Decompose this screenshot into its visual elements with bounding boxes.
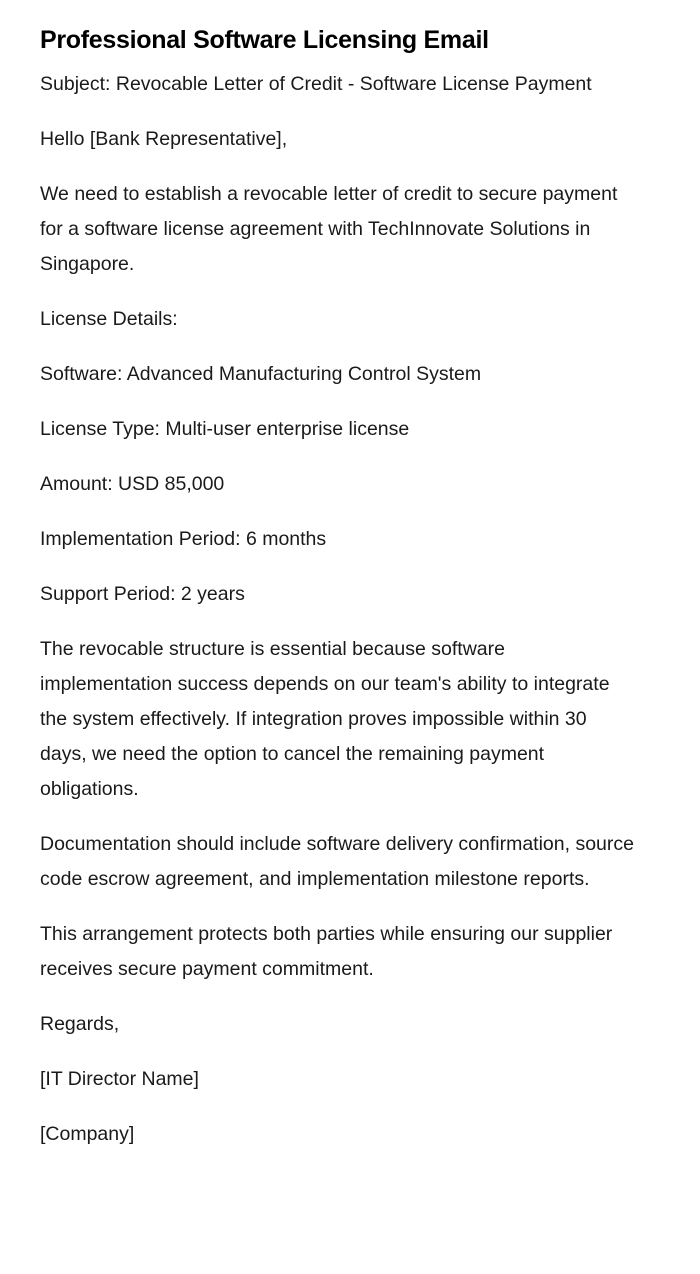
signer-company: [Company]	[40, 1123, 135, 1145]
documentation-paragraph: Documentation should include software delivery confirmation, source code escrow agreement, and implementation milestone reports.	[40, 833, 634, 890]
detail-implementation-period: Implementation Period: 6 months	[40, 528, 327, 550]
detail-support-period: Support Period: 2 years	[40, 583, 245, 605]
signer-name: [IT Director Name]	[40, 1068, 199, 1090]
intro-paragraph: We need to establish a revocable letter of credit to secure payment for a software license agreement with TechInnovate Solutions in Singapore.	[40, 183, 618, 275]
closing-paragraph: This arrangement protects both parties while ensuring our supplier receives secure payment commitment.	[40, 923, 613, 980]
sign-off: Regards,	[40, 1013, 120, 1035]
license-details-heading: License Details:	[40, 308, 178, 330]
detail-amount: Amount: USD 85,000	[40, 473, 225, 495]
detail-license-type: License Type: Multi-user enterprise license	[40, 418, 410, 440]
detail-software: Software: Advanced Manufacturing Control System	[40, 363, 482, 385]
document-title: Professional Software Licensing Email	[40, 26, 489, 54]
rationale-paragraph: The revocable structure is essential because software implementation success depends on our team's ability to integrate the system effectively. If integration proves impossible within 30 days, we need the option to cancel the remaining payment obligations.	[40, 638, 610, 800]
subject-line: Subject: Revocable Letter of Credit - Software License Payment	[40, 73, 592, 95]
greeting: Hello [Bank Representative],	[40, 128, 288, 150]
